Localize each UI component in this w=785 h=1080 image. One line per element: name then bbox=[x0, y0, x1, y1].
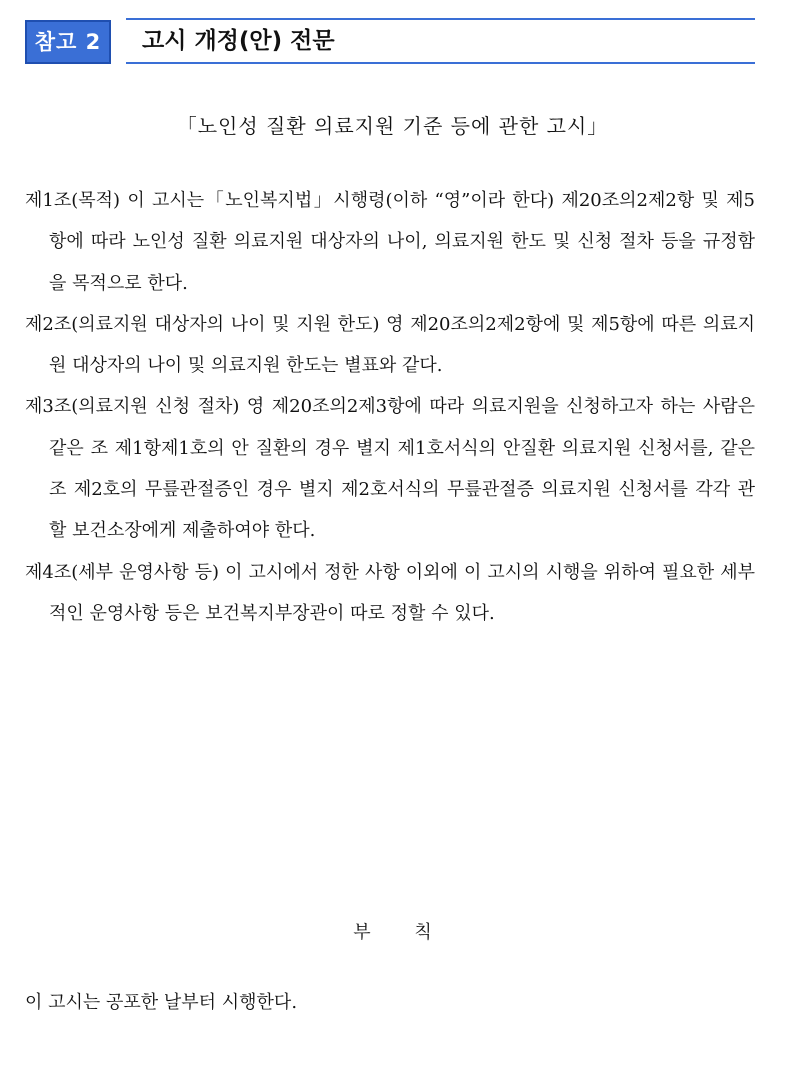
article-1 bbox=[25, 180, 755, 304]
reference-badge: 참고 2 bbox=[25, 20, 111, 64]
article-text: 영 제20조의2제2항에 및 제5항에 따른 의료지원 대상자의 나이 및 의료지원 한도는 별표와 같다. bbox=[49, 313, 755, 377]
article-heading: 제3조(의료지원 신청 절차) bbox=[25, 396, 240, 418]
header-title: 고시 개정(안) 전문 bbox=[142, 28, 335, 54]
articles-list bbox=[25, 180, 755, 634]
section-header bbox=[25, 18, 755, 66]
addendum-text: 이 고시는 공포한 날부터 시행한다. bbox=[25, 992, 298, 1013]
header-top-rule bbox=[126, 18, 755, 20]
article-heading: 제4조(세부 운영사항 등) bbox=[25, 561, 220, 583]
document-title: 「노인성 질환 의료지원 기준 등에 관한 고시」 bbox=[176, 114, 609, 138]
article-text: 영 제20조의2제3항에 따라 의료지원을 신청하고자 하는 사람은 같은 조 제1항제1호의 안 질환의 경우 별지 제1호서식의 안질환 의료지원 신청서를, 같은 조 제2호의 무릎관절증인 경우 별지 제2호서식의 무릎관절증 의료지원 신청서를 각각 관할 보건소장에게 제출하여야 한다. bbox=[49, 396, 755, 542]
article-heading: 제1조(목적) bbox=[25, 190, 121, 211]
article-2 bbox=[25, 304, 755, 387]
article-4 bbox=[25, 552, 755, 635]
header-bottom-rule bbox=[126, 62, 755, 64]
article-heading: 제2조(의료지원 대상자의 나이 및 지원 한도) bbox=[25, 313, 380, 335]
article-text: 이 고시에서 정한 사항 이외에 이 고시의 시행을 위하여 필요한 세부적인 운영사항 등은 보건복지부장관이 따로 정할 수 있다. bbox=[49, 561, 755, 624]
article-text: 이 고시는「노인복지법」시행령(이하 “영”이라 한다) 제20조의2제2항 및 제5항에 따라 노인성 질환 의료지원 대상자의 나이, 의료지원 한도 및 신청 절차 등을 규정함을 목적으로 한다. bbox=[49, 190, 755, 294]
article-3 bbox=[25, 386, 755, 551]
addendum-title: 부 칙 bbox=[353, 922, 432, 943]
